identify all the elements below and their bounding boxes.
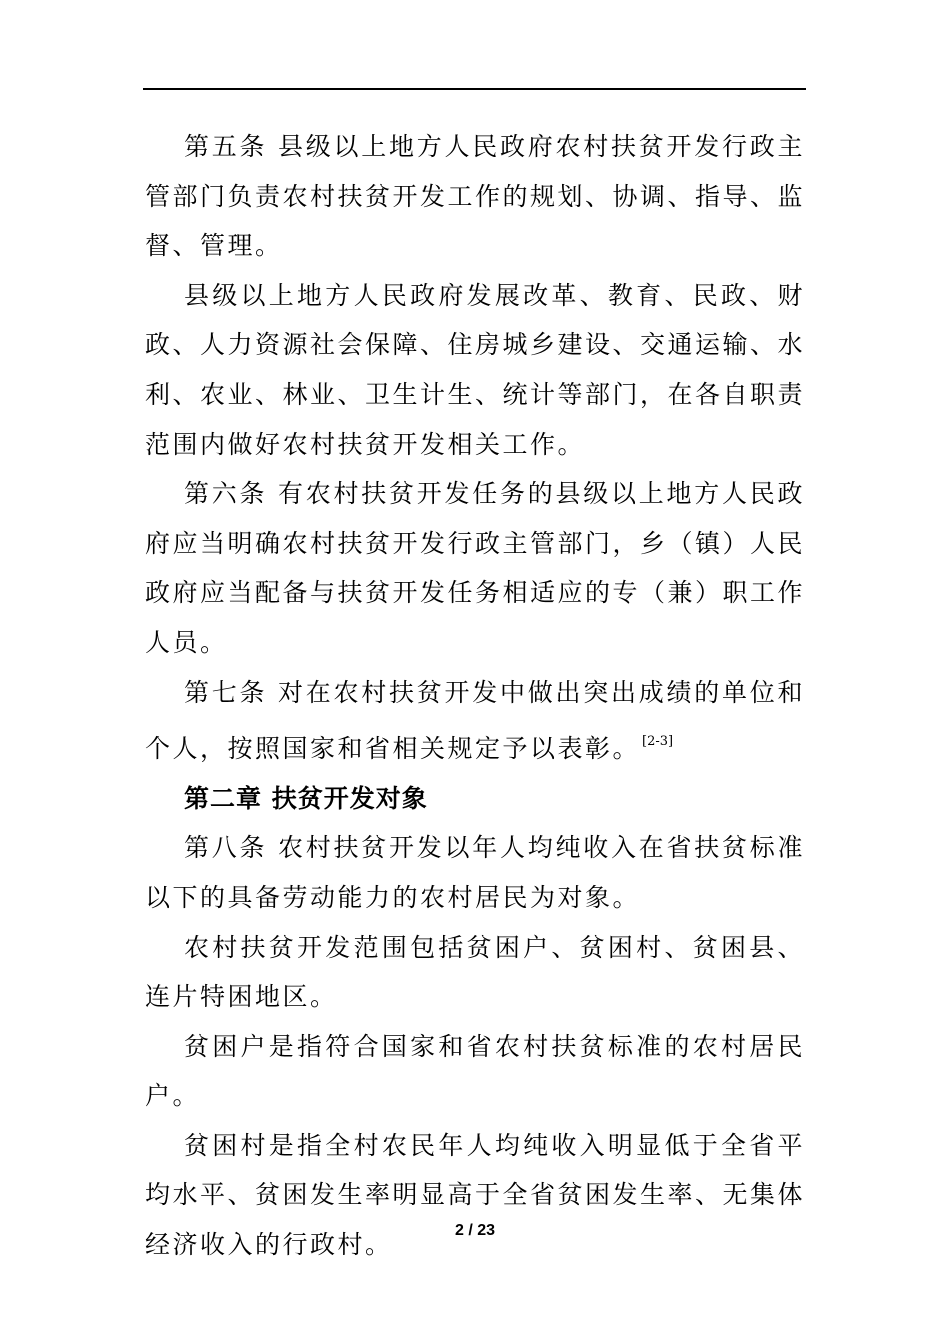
article-8-paragraph-2: 农村扶贫开发范围包括贫困户、贫困村、贫困县、连片特困地区。 [145,932,805,1012]
article-5-paragraph-1: 第五条 县级以上地方人民政府农村扶贫开发行政主管部门负责农村扶贫开发工作的规划、协调、指导、监督、管理。 [145,132,806,261]
article-8-paragraph-1: 第八条 农村扶贫开发以年人均纯收入在省扶贫标准以下的具备劳动能力的农村居民为对象。 [145,833,805,912]
document-body [145,122,805,1270]
header-rule [143,88,806,90]
article-8-paragraph-3: 贫困户是指符合国家和省农村扶贫标准的农村居民户。 [145,1031,805,1111]
citation-marker[interactable]: [2-3] [642,734,674,750]
page-number: 2 / 23 [454,1222,496,1239]
article-6-paragraph-1: 第六条 有农村扶贫开发任务的县级以上地方人民政府应当明确农村扶贫开发行政主管部门，乡（镇）人民政府应当配备与扶贫开发任务相适应的专（兼）职工作人员。 [145,479,806,657]
article-5-paragraph-2: 县级以上地方人民政府发展改革、教育、民政、财政、人力资源社会保障、住房城乡建设、交通运输、水利、农业、林业、卫生计生、统计等部门，在各自职责范围内做好农村扶贫开发相关工作。 [145,280,806,459]
chapter-2-heading: 第二章 扶贫开发对象 [184,783,428,813]
article-7-paragraph-1 [145,668,805,774]
article-8-paragraph-4: 贫困村是指全村农民年人均纯收入明显低于全省平均水平、贫困发生率明显高于全省贫困发生率、无集体经济收入的行政村。 [145,1130,806,1260]
article-7-text: 第七条 对在农村扶贫开发中做出突出成绩的单位和个人，按照国家和省相关规定予以表彰。 [145,677,805,764]
